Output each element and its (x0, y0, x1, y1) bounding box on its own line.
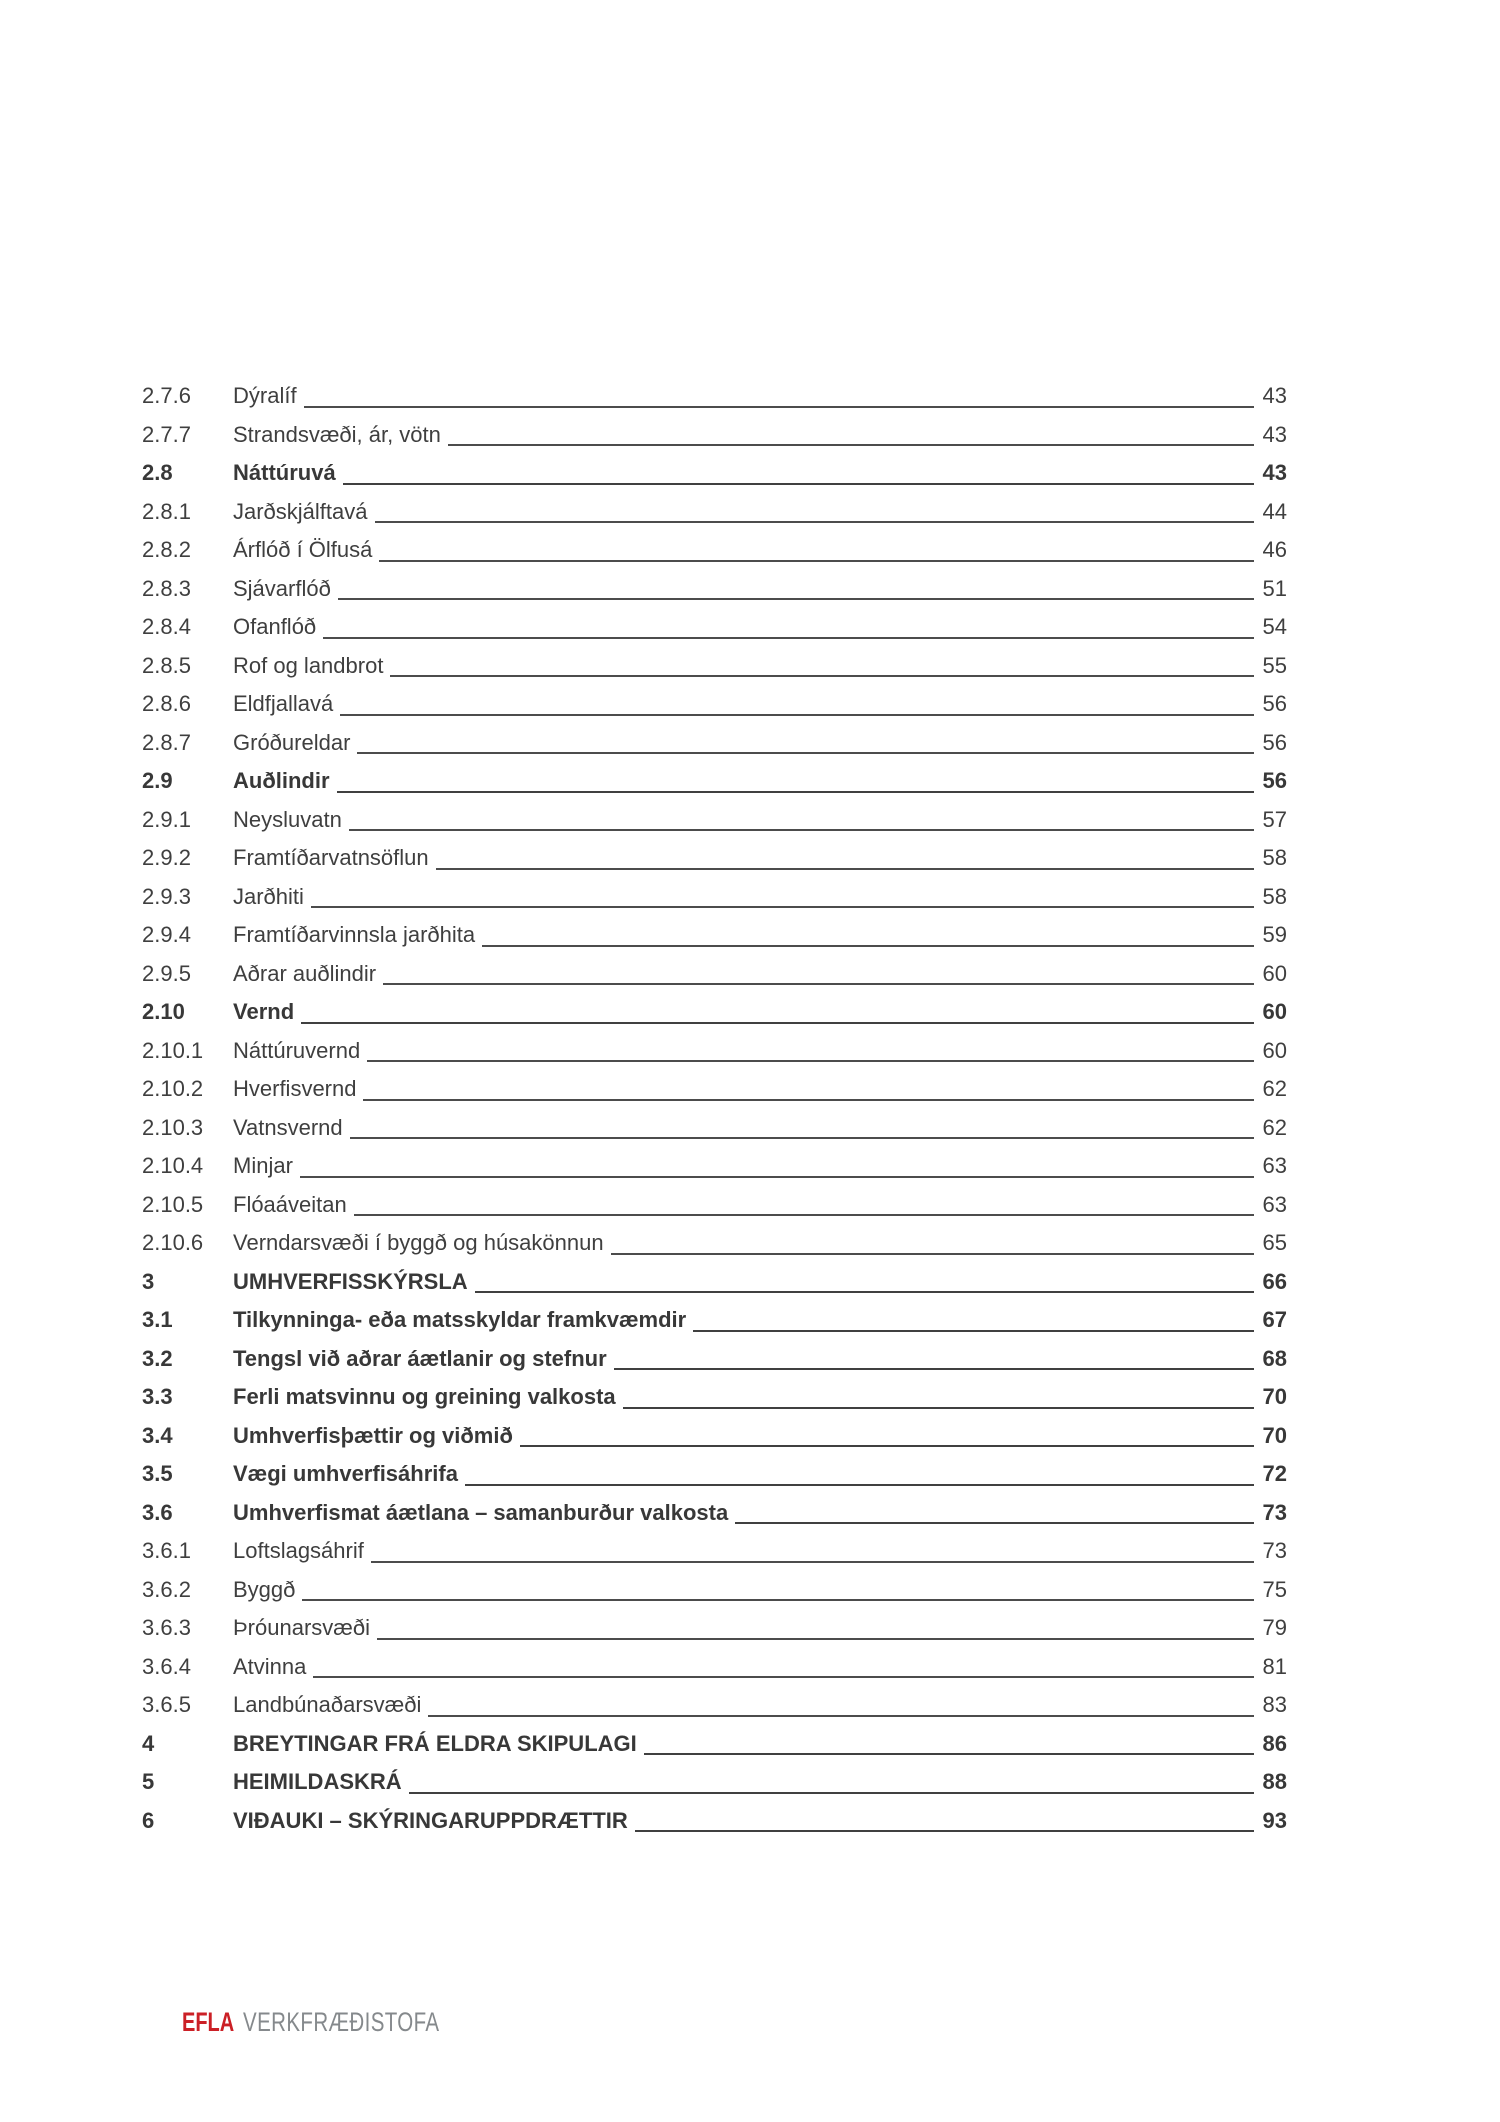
toc-entry-page: 70 (1262, 1422, 1287, 1448)
toc-entry-row (142, 801, 1287, 840)
toc-entry-number: 2.8.4 (142, 614, 191, 639)
toc-entry-title: Framtíðarvinnsla jarðhita (233, 922, 476, 947)
toc-entry-page: 75 (1262, 1576, 1287, 1602)
toc-entry-page: 83 (1262, 1692, 1287, 1717)
toc-entry-page: 59 (1262, 922, 1287, 947)
toc-entry-page: 81 (1262, 1653, 1287, 1679)
toc-leader-line (297, 377, 1243, 416)
toc-entry-row (142, 531, 1287, 570)
toc-entry-number: 2.10.4 (142, 1153, 204, 1178)
toc-leader-line (364, 1532, 1243, 1571)
toc-entry-number: 2.9.2 (142, 845, 191, 870)
toc-entry-title: UMHVERFISSKÝRSLA (233, 1268, 468, 1294)
toc-entry-title: Eldfjallavá (233, 691, 334, 716)
toc-entry-row (142, 1609, 1287, 1648)
toc-leader-line (604, 1224, 1243, 1263)
toc-entry-number: 3.6 (142, 1499, 173, 1525)
toc-entry-title: VIÐAUKI – SKÝRINGARUPPDRÆTTIR (233, 1807, 628, 1833)
toc-entry-number: 6 (142, 1807, 155, 1833)
toc-entry-page: 60 (1262, 960, 1287, 986)
toc-leader-line (616, 1378, 1243, 1417)
toc-leader-line (468, 1263, 1243, 1302)
toc-leader-line (343, 1109, 1243, 1148)
toc-entry-row (142, 1147, 1287, 1186)
toc-leader-line (350, 724, 1243, 763)
toc-entry-page: 70 (1262, 1384, 1287, 1409)
toc-entry-title: BREYTINGAR FRÁ ELDRA SKIPULAGI (233, 1730, 637, 1756)
toc-leader-line (458, 1455, 1243, 1494)
toc-entry-number: 3.3 (142, 1384, 173, 1409)
efla-logo: EFLA (182, 2007, 235, 2037)
footer (0, 2004, 1500, 2044)
toc-entry-page: 66 (1262, 1268, 1287, 1294)
toc-entry-title: Vatnsvernd (233, 1114, 343, 1140)
toc-entry-number: 2.10.1 (142, 1037, 204, 1063)
toc-entry-number: 2.10.2 (142, 1076, 204, 1101)
toc-entry-page: 65 (1262, 1230, 1287, 1255)
toc-leader-line (342, 801, 1243, 840)
toc-leader-line (316, 608, 1243, 647)
toc-entry-row (142, 1571, 1287, 1610)
toc-entry-page: 44 (1262, 498, 1287, 524)
toc-entry-number: 3.5 (142, 1461, 173, 1486)
toc-entry-row (142, 1802, 1287, 1841)
toc-entry-title: Minjar (233, 1153, 293, 1178)
toc-leader-line (330, 762, 1243, 801)
toc-entry-page: 56 (1262, 729, 1287, 755)
toc-entry-number: 2.10.3 (142, 1114, 204, 1140)
toc-entry-page: 43 (1262, 421, 1287, 447)
toc-entry-number: 2.8.1 (142, 498, 191, 524)
toc-entry-title: Tengsl við aðrar áætlanir og stefnur (233, 1345, 607, 1371)
toc-leader-line (376, 955, 1243, 994)
toc-entry-number: 2.9.4 (142, 922, 191, 947)
toc-entry-title: Landbúnaðarsvæði (233, 1692, 422, 1717)
toc-leader-line (383, 647, 1243, 686)
toc-leader-line (336, 454, 1243, 493)
toc-entry-row (142, 916, 1287, 955)
toc-entry-row (142, 377, 1287, 416)
toc-entry-title: Gróðureldar (233, 729, 351, 755)
toc-entry-number: 3.6.1 (142, 1538, 191, 1563)
toc-leader-line (429, 839, 1243, 878)
toc-leader-line (402, 1763, 1243, 1802)
toc-entry-row (142, 647, 1287, 686)
toc-entry-number: 2.9.5 (142, 960, 191, 986)
toc-entry-number: 2.8.7 (142, 729, 191, 755)
toc-entry-title: Atvinna (233, 1653, 307, 1679)
toc-entry-row (142, 1340, 1287, 1379)
toc-entry-title: Strandsvæði, ár, vötn (233, 421, 441, 447)
toc-leader-line (347, 1186, 1243, 1225)
toc-entry-number: 2.10.5 (142, 1191, 204, 1217)
toc-entry-title: Hverfisvernd (233, 1076, 357, 1101)
toc-entry-title: Náttúruvá (233, 460, 336, 485)
toc-entry-page: 43 (1262, 383, 1287, 408)
toc-entry-row (142, 493, 1287, 532)
toc-leader-line (368, 493, 1243, 532)
toc-leader-line (513, 1417, 1243, 1456)
toc-leader-line (637, 1725, 1243, 1764)
table-of-contents (142, 377, 1287, 1840)
toc-entry-title: Dýralíf (233, 383, 297, 408)
toc-entry-row (142, 1301, 1287, 1340)
toc-entry-page: 68 (1262, 1345, 1287, 1371)
toc-entry-row (142, 1494, 1287, 1533)
toc-entry-row (142, 878, 1287, 917)
toc-entry-page: 62 (1262, 1114, 1287, 1140)
toc-entry-title: Jarðskjálftavá (233, 498, 368, 524)
toc-entry-row (142, 1763, 1287, 1802)
toc-entry-number: 3.2 (142, 1345, 173, 1371)
toc-entry-page: 62 (1262, 1076, 1287, 1101)
toc-entry-page: 79 (1262, 1615, 1287, 1640)
toc-leader-line (360, 1032, 1243, 1071)
toc-entry-title: Umhverfisþættir og viðmið (233, 1422, 513, 1448)
toc-entry-number: 3.6.5 (142, 1692, 191, 1717)
toc-entry-row (142, 839, 1287, 878)
toc-entry-row (142, 1186, 1287, 1225)
toc-entry-page: 54 (1262, 614, 1287, 639)
toc-entry-title: Sjávarflóð (233, 575, 331, 601)
toc-entry-row (142, 1532, 1287, 1571)
toc-entry-title: Ferli matsvinnu og greining valkosta (233, 1384, 616, 1409)
toc-entry-page: 57 (1262, 806, 1287, 832)
toc-entry-page: 73 (1262, 1538, 1287, 1563)
toc-entry-title: HEIMILDASKRÁ (233, 1769, 402, 1794)
toc-leader-line (372, 531, 1243, 570)
toc-entry-page: 56 (1262, 768, 1287, 793)
toc-leader-line (475, 916, 1243, 955)
toc-leader-line (333, 685, 1243, 724)
toc-entry-number: 5 (142, 1769, 155, 1794)
toc-entry-row (142, 1725, 1287, 1764)
toc-entry-number: 2.7.7 (142, 421, 191, 447)
toc-entry-row (142, 416, 1287, 455)
toc-entry-row (142, 608, 1287, 647)
toc-entry-number: 2.8.6 (142, 691, 191, 716)
toc-entry-row (142, 1648, 1287, 1687)
toc-entry-number: 2.8.2 (142, 537, 191, 562)
toc-entry-number: 3.1 (142, 1307, 173, 1332)
toc-leader-line (293, 1147, 1243, 1186)
toc-leader-line (607, 1340, 1243, 1379)
toc-entry-number: 2.9 (142, 768, 173, 793)
toc-entry-row (142, 724, 1287, 763)
toc-entry-row (142, 1378, 1287, 1417)
toc-leader-line (728, 1494, 1243, 1533)
toc-entry-page: 56 (1262, 691, 1287, 716)
efla-logo-company-name: VERKFRÆÐISTOFA (243, 2007, 440, 2037)
toc-entry-number: 3.6.4 (142, 1653, 191, 1679)
toc-entry-row (142, 1455, 1287, 1494)
toc-entry-title: Neysluvatn (233, 806, 342, 832)
toc-entry-row (142, 955, 1287, 994)
toc-entry-title: Tilkynninga- eða matsskyldar framkvæmdir (233, 1307, 687, 1332)
toc-entry-title: Ofanflóð (233, 614, 317, 639)
toc-leader-line (304, 878, 1243, 917)
toc-entry-title: Flóaáveitan (233, 1191, 347, 1217)
toc-entry-title: Jarðhiti (233, 883, 304, 909)
toc-entry-number: 3.6.3 (142, 1615, 191, 1640)
toc-leader-line (294, 993, 1243, 1032)
toc-entry-title: Árflóð í Ölfusá (233, 537, 373, 562)
toc-entry-page: 60 (1262, 1037, 1287, 1063)
toc-entry-title: Aðrar auðlindir (233, 960, 377, 986)
toc-entry-page: 60 (1262, 999, 1287, 1024)
toc-entry-row (142, 1224, 1287, 1263)
toc-leader-line (295, 1571, 1243, 1610)
toc-entry-number: 2.10.6 (142, 1230, 204, 1255)
toc-entry-page: 51 (1262, 575, 1287, 601)
toc-entry-title: Auðlindir (233, 768, 330, 793)
toc-entry-title: Umhverfismat áætlana – samanburður valkosta (233, 1499, 729, 1525)
toc-entry-title: Vægi umhverfisáhrifa (233, 1461, 458, 1486)
toc-leader-line (331, 570, 1243, 609)
toc-entry-row (142, 1417, 1287, 1456)
toc-entry-page: 88 (1262, 1769, 1287, 1794)
toc-entry-number: 3.4 (142, 1422, 173, 1448)
toc-entry-page: 63 (1262, 1153, 1287, 1178)
toc-leader-line (421, 1686, 1243, 1725)
toc-entry-number: 3 (142, 1268, 155, 1294)
toc-entry-row (142, 1686, 1287, 1725)
toc-entry-page: 93 (1262, 1807, 1287, 1833)
toc-entry-page: 67 (1262, 1307, 1287, 1332)
toc-entry-title: Loftslagsáhrif (233, 1538, 364, 1563)
toc-leader-line (306, 1648, 1243, 1687)
toc-entry-page: 55 (1262, 652, 1287, 678)
toc-entry-row (142, 570, 1287, 609)
toc-entry-number: 2.8 (142, 460, 173, 485)
toc-entry-row (142, 762, 1287, 801)
toc-entry-title: Framtíðarvatnsöflun (233, 845, 429, 870)
toc-entry-page: 43 (1262, 460, 1287, 485)
toc-entry-page: 73 (1262, 1499, 1287, 1525)
toc-entry-number: 4 (142, 1730, 155, 1756)
toc-leader-line (370, 1609, 1243, 1648)
toc-entry-page: 86 (1262, 1730, 1287, 1756)
toc-entry-page: 72 (1262, 1461, 1287, 1486)
toc-entry-row (142, 454, 1287, 493)
toc-entry-title: Byggð (233, 1576, 296, 1602)
toc-entry-row (142, 1263, 1287, 1302)
toc-entry-number: 2.10 (142, 999, 185, 1024)
toc-leader-line (356, 1070, 1243, 1109)
toc-entry-title: Vernd (233, 999, 295, 1024)
toc-entry-row (142, 685, 1287, 724)
toc-entry-row (142, 993, 1287, 1032)
toc-entry-title: Náttúruvernd (233, 1037, 361, 1063)
toc-leader-line (686, 1301, 1243, 1340)
toc-entry-number: 3.6.2 (142, 1576, 191, 1602)
toc-entry-row (142, 1109, 1287, 1148)
toc-entry-row (142, 1070, 1287, 1109)
toc-entry-number: 2.8.5 (142, 652, 191, 678)
toc-entry-page: 63 (1262, 1191, 1287, 1217)
toc-entry-number: 2.9.3 (142, 883, 191, 909)
toc-entry-number: 2.8.3 (142, 575, 191, 601)
toc-leader-line (628, 1802, 1243, 1841)
toc-entry-number: 2.9.1 (142, 806, 191, 832)
toc-leader-line (441, 416, 1243, 455)
toc-entry-page: 46 (1262, 537, 1287, 562)
toc-entry-page: 58 (1262, 845, 1287, 870)
toc-entry-row (142, 1032, 1287, 1071)
toc-entry-title: Rof og landbrot (233, 652, 384, 678)
toc-entry-title: Verndarsvæði í byggð og húsakönnun (233, 1230, 604, 1255)
toc-entry-title: Þróunarsvæði (233, 1615, 370, 1640)
toc-entry-number: 2.7.6 (142, 383, 191, 408)
toc-entry-page: 58 (1262, 883, 1287, 909)
